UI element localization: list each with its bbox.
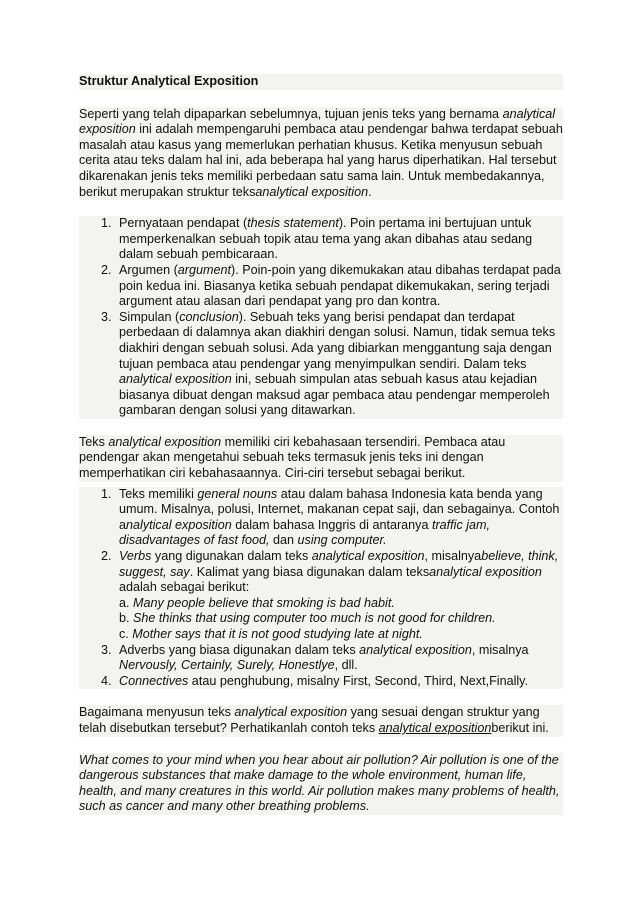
list-number: 1. [101,216,112,231]
para-text: berikut ini. [491,720,549,735]
list-number: 3. [101,309,112,324]
intro-paragraph [79,107,563,201]
item-text: ). Poin pertama ini bertujuan untuk memperkenalkan sebuah topik atau tema yang akan dibahas atau sedang dalam sebuah pembicaraan. [119,216,533,262]
item-text: ). Poin-poin yang dikemukakan atau dibahas terdapat pada poin kedua ini. Biasanya ketika sebuah pendapat dikemukakan, sering terjadi argument atau alasan dari pendapat yang pro dan kontra. [119,262,561,309]
para-text: Bagaimana menyusun teks [79,705,235,720]
item-text: . Kalimat yang biasa digunakan dalam teks [189,564,430,579]
analytical-exposition-link[interactable]: analytical exposition [378,720,492,735]
list-item-conclusion [79,310,563,419]
item-text: dalam bahasa Inggris di antaranya [231,517,432,532]
item-term: general nouns [197,486,278,501]
intro-text-2: ini adalah mempengaruhi pembaca atau pendengar bahwa terdapat sebuah masalah atau kasus yang memerlukan perhatian khusus. Ketika menyusun sebuah cerita atau teks dalam hal ini, ada beberapa hal yang harus diperhatikan. Hal tersebut dikarenakan jenis teks memiliki perbedaan satu sama lain. Untuk membedakannya, berikut merupakan struktur teks [79,122,563,199]
feature-item-verbs [79,549,563,643]
item-term: analytical exposition [429,564,542,579]
example-label: c. [119,627,129,641]
item-text: , misalnya [471,642,529,657]
item-term: analytical exposition [311,549,425,564]
item-term: Nervously, Certainly, Surely, Honestlye [119,658,335,673]
example-text: Many people believe that smoking is bad habit. [133,595,395,610]
item-text: yang digunakan dalam teks [151,549,312,564]
item-text: dan [269,533,298,548]
list-number: 3. [101,642,112,657]
item-text: Argumen ( [119,262,178,277]
item-term: believe, think, suggest, say [119,549,559,579]
features-list [79,487,563,690]
item-term: nalytical exposition [126,517,232,532]
features-intro-paragraph [79,435,563,482]
item-term: thesis statement [247,216,339,231]
list-number: 2. [101,262,112,277]
list-number: 1. [101,486,112,501]
item-text: atau penghubung, misalny First, Second, Third, Next,Finally. [188,673,529,688]
para-text: yang sesuai dengan struktur yang telah disebutkan tersebut? Perhatikanlah contoh teks [79,705,540,735]
structure-list [79,216,563,419]
page-title: Struktur Analytical Exposition [79,74,563,90]
example-label: a. [119,595,130,610]
list-number: 4. [101,673,112,688]
item-text: adalah sebagai berikut: [119,580,250,595]
feature-item-adverbs [79,643,563,674]
intro-text-3: . [368,184,372,199]
example-label: b. [119,611,130,626]
item-term: using computer. [297,533,387,548]
item-term: Verbs [119,549,152,564]
example-passage: What comes to your mind when you hear about air pollution? Air pollution is one of the dangerous substances that make damage to the whole environment, human life, health, and many creatures in this world. Air pollution makes many problems of health, such as cancer and many other breathing problems. [79,752,560,814]
para-text: memiliki ciri kebahasaan tersendiri. Pembaca atau pendengar akan mengetahui sebuah teks termasuk jenis teks ini dengan memperhatikan ciri kebahasaannya. Ciri-ciri tersebut sebagai berikut. [79,434,506,481]
example-sentence [119,596,563,612]
item-text: , dll. [334,658,358,673]
item-text: Teks memiliki [119,486,198,501]
example-text-paragraph [79,753,563,815]
item-term: traffic jam, disadvantages of fast food, [119,517,491,548]
intro-term-2: analytical exposition [255,184,369,199]
para-term: analytical exposition [108,434,222,449]
item-term: argument [177,262,232,277]
para-text: Teks [79,434,109,449]
item-text: , misalnya [424,549,482,564]
list-number: 2. [101,549,112,564]
how-to-paragraph [79,705,563,736]
feature-item-connectives [79,674,563,690]
intro-term-1: analytical exposition [79,106,556,137]
item-term: analytical exposition [119,372,232,387]
example-sentence [119,611,563,627]
item-text: ). Sebuah teks yang berisi pendapat dan terdapat perbedaan di dalamnya akan diakhiri dengan solusi. Namun, tidak semua teks diakhiri dengan sebuah solusi. Ada yang dibiarkan menggantung saja dengan tujuan pembaca atau pendengar yang menyimpulkan sendiri. Dalam teks [119,309,556,371]
item-text: ini, sebuah simpulan atas sebuah kasus atau kejadian biasanya dibuat dengan maksud agar pembaca atau pendengar memperoleh gambaran dengan solusi yang ditawarkan. [119,372,550,418]
item-term: analytical exposition [359,642,472,657]
list-item-thesis [79,216,563,263]
item-text: Simpulan ( [119,309,180,324]
item-term: Connectives [119,673,189,688]
item-text: Adverbs yang biasa digunakan dalam teks [119,642,360,657]
example-sentence [119,627,563,643]
item-term: conclusion [179,309,239,324]
document-body [79,74,563,815]
item-text: Pernyataan pendapat ( [119,216,248,231]
list-item-argument [79,263,563,310]
example-text: She thinks that using computer too much is not good for children. [133,611,496,626]
feature-item-nouns [79,487,563,549]
example-text: Mother says that it is not good studying late at night. [132,627,423,641]
intro-text-1: Seperti yang telah dipaparkan sebelumnya, tujuan jenis teks yang bernama [79,106,503,121]
para-term: analytical exposition [234,705,348,720]
item-text: atau dalam bahasa Indonesia kata benda yang umum. Misalnya, polusi, Internet, makanan cepat saji, dan sebagainya. Contoh a [119,486,560,532]
